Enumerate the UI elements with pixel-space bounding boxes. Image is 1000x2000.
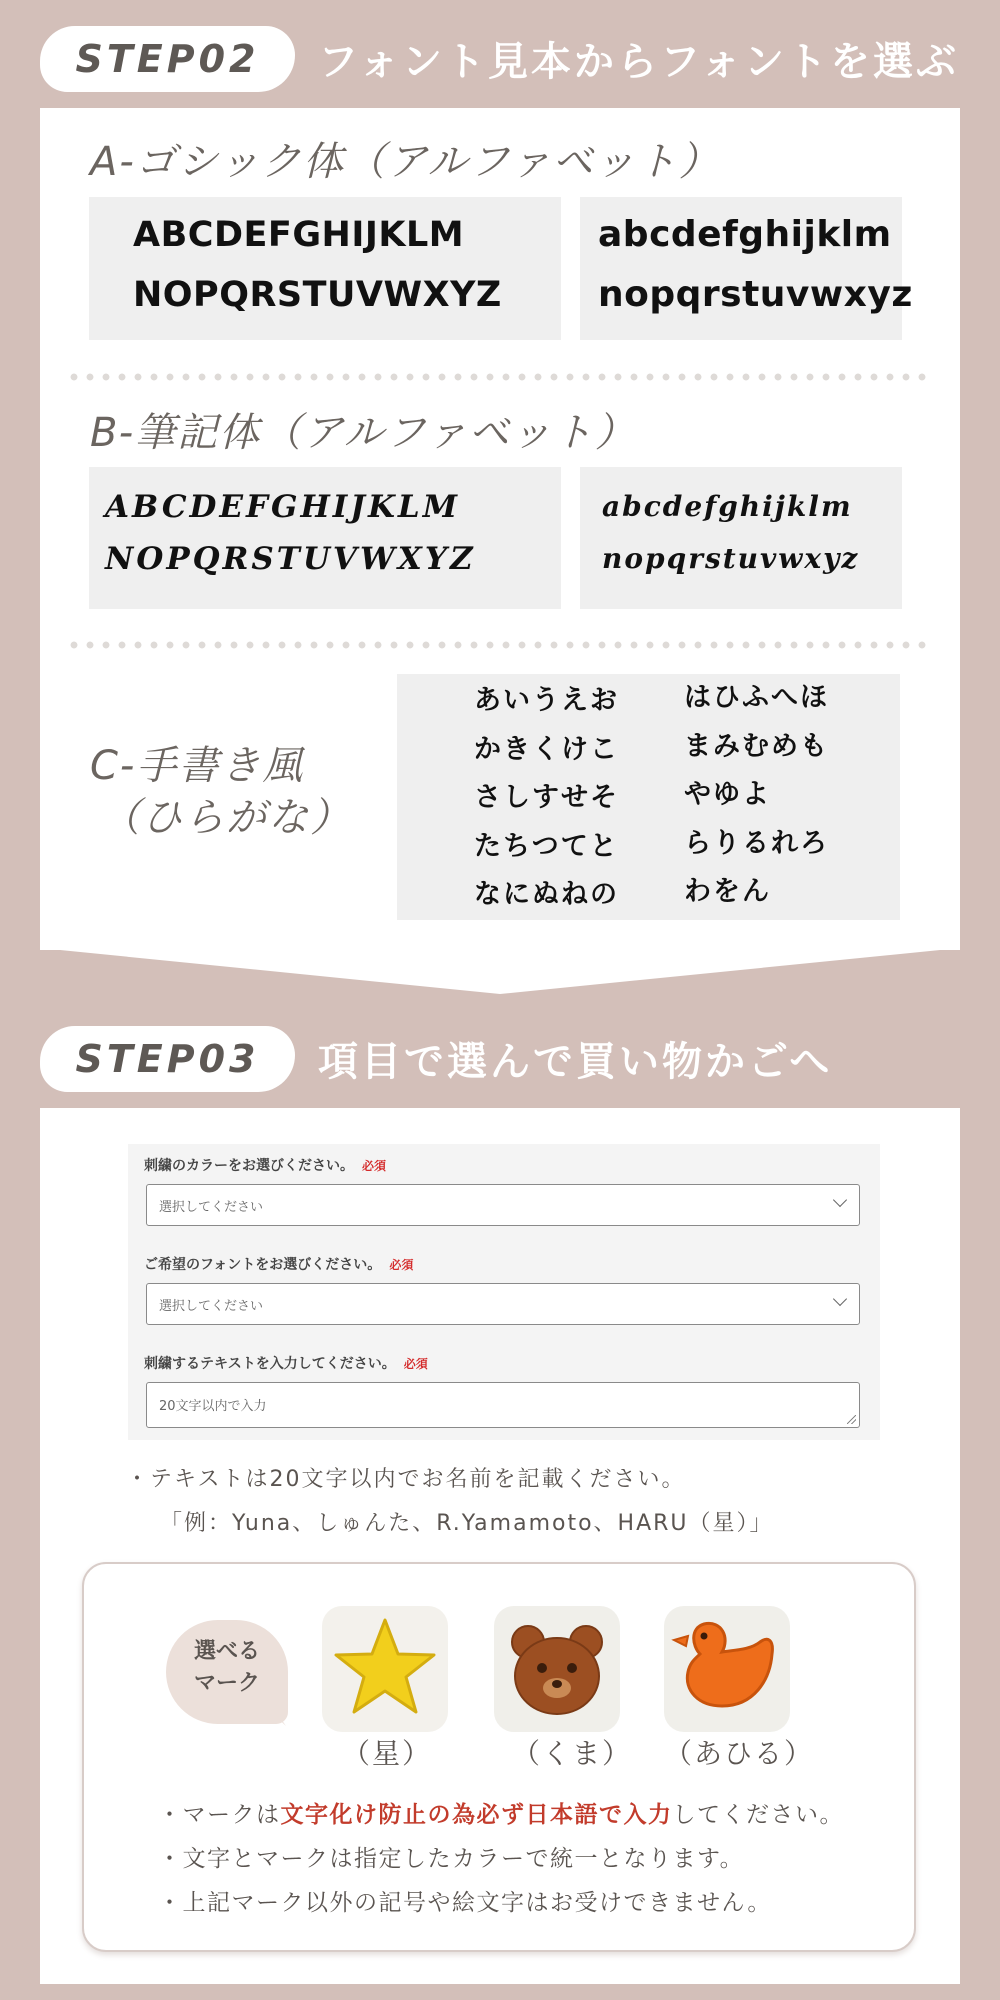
kana-row: やゆよ [684,779,771,810]
kana-row: わをん [684,876,771,907]
step02-title: フォント見本からフォントを選ぶ [318,39,959,85]
font-b-upper-line2: NOPQRSTUVWXYZ [105,541,476,577]
kana-row: かきくけこ [474,733,619,765]
kana-row: なにぬねの [474,879,619,910]
chevron-down-icon [833,1292,847,1306]
mark-note-1-highlight: 文字化け防止の為必ず日本語で入力 [280,1802,673,1828]
required-badge: 必須 [362,1159,387,1173]
font-a-lower-line1: abcdefghijklm [598,214,892,255]
kana-row: たちつてと [474,830,619,862]
text-note: ・テキストは20文字以内でお名前を記載ください。 [126,1467,686,1492]
mark-note-1 [158,1796,844,1829]
color-select[interactable] [146,1184,860,1226]
star-icon [322,1606,448,1732]
font-a-lower-line2: nopqrstuvwxyz [598,274,913,315]
embroidery-text-input[interactable] [146,1382,860,1428]
font-select-value: 選択してください [159,1299,264,1314]
resize-handle-icon[interactable] [847,1415,856,1424]
bear-mark-label: （くま） [512,1737,633,1770]
star-mark-label: （星） [342,1737,433,1770]
font-b-lower-line2: nopqrstuvwxyz [602,542,860,575]
color-select-label [144,1155,386,1175]
step03-badge: STEP03 [40,1026,295,1092]
font-b-lowercase-sample [580,467,902,609]
font-b-lower-line1: abcdefghijklm [602,490,853,523]
font-c-heading: C-手書き風 [90,743,305,789]
mark-note-1-suffix: してください。 [672,1802,844,1828]
kana-row: さしすせそ [474,782,619,813]
chevron-down-icon [833,1193,847,1207]
text-label-text: 刺繍するテキストを入力してください。 [144,1356,396,1372]
step03-title: 項目で選んで買い物かごへ [318,1039,833,1085]
font-c-column-2 [684,674,829,917]
step02-badge: STEP02 [40,26,295,92]
mark-note-2: ・文字とマークは指定したカラーで統一となります。 [158,1846,745,1872]
bear-icon [494,1606,620,1732]
text-example: 「例：Yuna、しゅんた、R.Yamamoto、HARU（星）」 [160,1511,774,1536]
font-select[interactable] [146,1283,860,1325]
font-select-label [144,1254,413,1274]
kana-row: あいうえお [474,685,619,716]
font-b-uppercase-sample [89,467,561,609]
color-select-value: 選択してください [159,1200,264,1215]
text-input-placeholder: 20文字以内で入力 [159,1399,267,1414]
mark-note-3: ・上記マーク以外の記号や絵文字はお受けできません。 [158,1890,772,1916]
font-a-uppercase-sample [89,197,561,340]
duck-mark-option[interactable] [664,1606,790,1732]
kana-row: らりるれろ [684,827,829,859]
font-b-heading: B-筆記体（アルファベット） [90,410,637,456]
panel-down-arrow [40,948,960,994]
star-mark-option[interactable] [322,1606,448,1732]
mark-bubble-text [166,1636,288,1700]
bubble-line: マーク [193,1671,260,1696]
font-b-upper-line1: ABCDEFGHIJKLM [105,489,461,525]
duck-icon [664,1606,790,1732]
font-c-subheading: （ひらがな） [100,795,352,841]
font-a-lowercase-sample [580,197,913,340]
kana-row: はひふへほ [684,682,829,713]
mark-note-1-prefix: ・マークは [158,1802,281,1828]
dotted-divider [66,373,932,381]
font-c-column-1 [474,677,619,920]
color-label-text: 刺繍のカラーをお選びください。 [144,1158,354,1174]
bubble-line: 選べる [193,1639,260,1664]
font-a-upper-line1: ABCDEFGHIJKLM [133,215,465,255]
text-input-label [144,1353,428,1373]
font-a-heading: A-ゴシック体（アルファベット） [90,139,721,185]
bear-mark-option[interactable] [494,1606,620,1732]
duck-mark-label: （あひる） [664,1737,815,1770]
font-a-upper-line2: NOPQRSTUVWXYZ [133,275,502,315]
dotted-divider [66,641,932,649]
required-badge: 必須 [403,1357,428,1371]
required-badge: 必須 [389,1258,414,1272]
kana-row: まみむめも [684,730,829,762]
font-label-text: ご希望のフォントをお選びください。 [144,1257,382,1273]
